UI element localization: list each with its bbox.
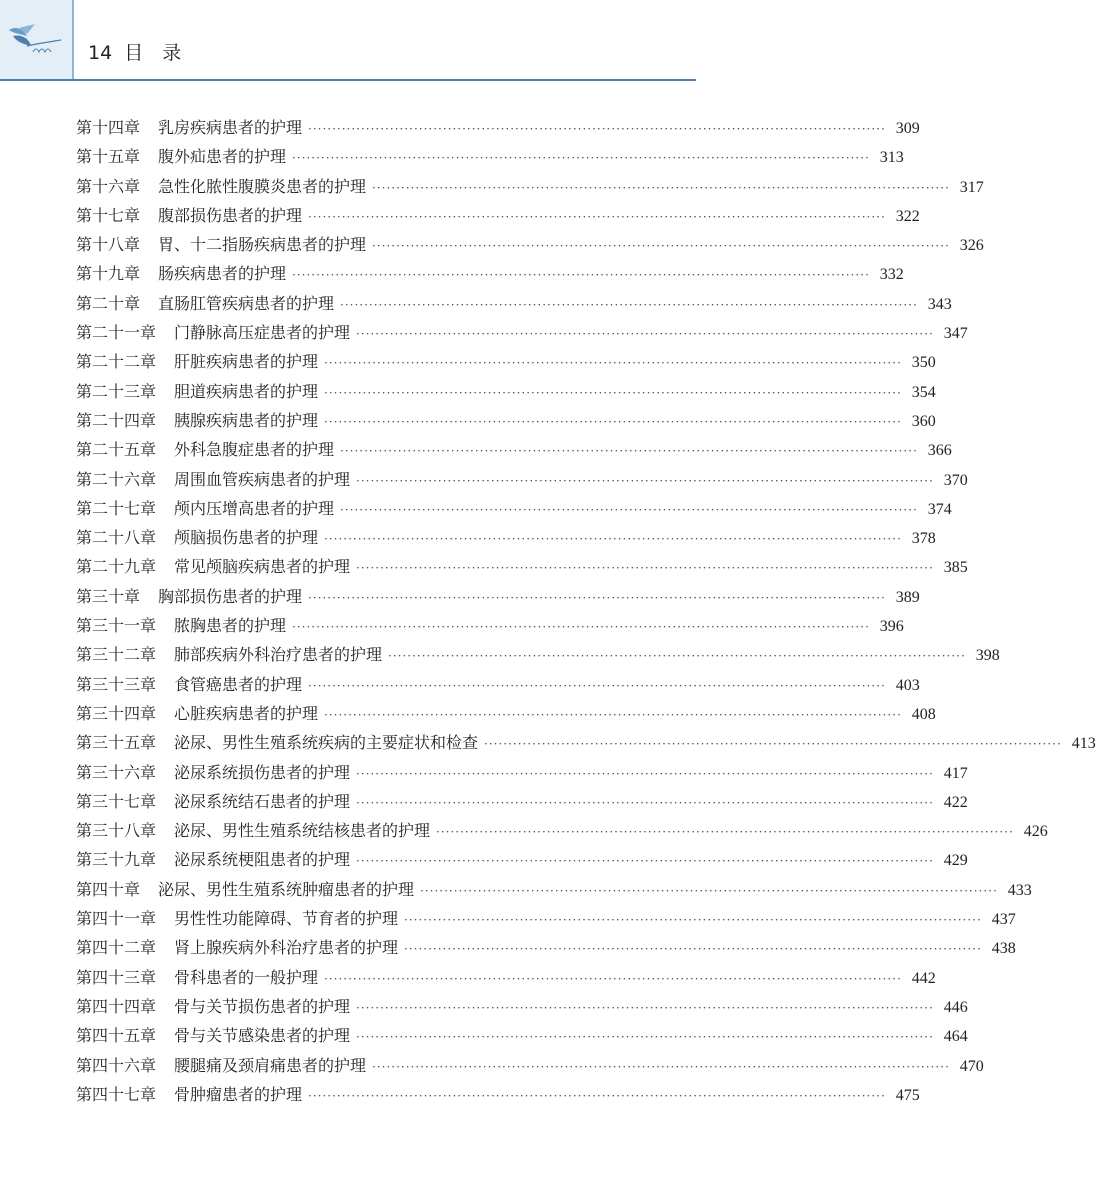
toc-chapter-number: 第三十五章 (76, 733, 157, 753)
toc-dot-leader: ························································································································ (324, 414, 902, 429)
toc-page-number: 422 (943, 793, 968, 811)
toc-chapter-title: 腰腿痛及颈肩痛患者的护理 (174, 1055, 367, 1075)
toc-entry[interactable] (76, 347, 936, 376)
toc-chapter-number: 第三十九章 (76, 850, 157, 870)
toc-chapter-number: 第四十五章 (76, 1026, 157, 1046)
toc-entry[interactable] (76, 845, 968, 874)
toc-entry[interactable] (76, 201, 920, 230)
toc-entry[interactable] (76, 318, 968, 347)
toc-page-number: 354 (911, 383, 936, 401)
toc-dot-leader: ························································································································ (372, 239, 950, 254)
toc-entry[interactable] (76, 172, 984, 201)
toc-chapter-number: 第二十一章 (76, 323, 157, 343)
toc-dot-leader: ························································································································ (324, 532, 902, 547)
publisher-logo-icon (5, 22, 65, 58)
toc-page-number: 347 (943, 325, 968, 343)
toc-chapter-title: 直肠肛管疾病患者的护理 (158, 293, 335, 313)
toc-entry[interactable] (76, 1051, 984, 1080)
toc-dot-leader: ························································································································ (324, 971, 902, 986)
toc-dot-leader: ························································································································ (356, 561, 934, 576)
toc-page-number: 322 (895, 207, 920, 225)
toc-entry[interactable] (76, 728, 1096, 757)
toc-chapter-title: 胸部损伤患者的护理 (158, 586, 303, 606)
toc-entry[interactable] (76, 113, 920, 142)
toc-page-number: 370 (943, 471, 968, 489)
toc-page-number: 438 (991, 940, 1016, 958)
toc-chapter-number: 第二十七章 (76, 498, 157, 518)
toc-chapter-title: 骨肿瘤患者的护理 (174, 1084, 303, 1104)
toc-chapter-number: 第四十章 (76, 879, 141, 899)
toc-chapter-number: 第三十六章 (76, 762, 157, 782)
toc-chapter-title: 颅脑损伤患者的护理 (174, 528, 319, 548)
toc-chapter-number: 第十八章 (76, 235, 141, 255)
toc-chapter-number: 第三十一章 (76, 616, 157, 636)
toc-dot-leader: ························································································································ (404, 913, 982, 928)
toc-page-number: 326 (959, 237, 984, 255)
toc-page-number: 378 (911, 530, 936, 548)
toc-dot-leader: ························································································································ (356, 795, 934, 810)
toc-dot-leader: ························································································································ (340, 444, 918, 459)
toc-entry[interactable] (76, 1080, 920, 1109)
toc-entry[interactable] (76, 933, 1016, 962)
toc-chapter-number: 第四十七章 (76, 1084, 157, 1104)
toc-chapter-title: 泌尿、男性生殖系统疾病的主要症状和检查 (174, 733, 479, 753)
toc-page-number: 343 (927, 295, 952, 313)
toc-dot-leader: ························································································································ (404, 942, 982, 957)
toc-chapter-title: 肾上腺疾病外科治疗患者的护理 (174, 938, 399, 958)
toc-page-number: 408 (911, 705, 936, 723)
toc-chapter-title: 食管癌患者的护理 (174, 674, 303, 694)
toc-chapter-title: 泌尿系统损伤患者的护理 (174, 762, 351, 782)
toc-chapter-number: 第四十一章 (76, 909, 157, 929)
toc-page-number: 389 (895, 588, 920, 606)
toc-entry[interactable] (76, 670, 920, 699)
toc-page-number: 366 (927, 442, 952, 460)
toc-chapter-number: 第三十章 (76, 586, 141, 606)
toc-entry[interactable] (76, 816, 1048, 845)
toc-page-number: 446 (943, 998, 968, 1016)
toc-page-number: 396 (879, 618, 904, 636)
toc-entry[interactable] (76, 230, 984, 259)
toc-chapter-number: 第十九章 (76, 264, 141, 284)
toc-dot-leader: ························································································································ (356, 854, 934, 869)
toc-chapter-number: 第三十七章 (76, 791, 157, 811)
toc-chapter-number: 第四十三章 (76, 967, 157, 987)
toc-chapter-title: 泌尿、男性生殖系统结核患者的护理 (174, 821, 431, 841)
toc-entry[interactable] (76, 640, 1000, 669)
running-header (88, 38, 181, 65)
toc-entry[interactable] (76, 904, 1016, 933)
toc-dot-leader: ························································································································ (340, 502, 918, 517)
toc-entry[interactable] (76, 699, 936, 728)
toc-chapter-title: 颅内压增高患者的护理 (174, 498, 335, 518)
toc-entry[interactable] (76, 787, 968, 816)
toc-chapter-title: 肺部疾病外科治疗患者的护理 (174, 645, 383, 665)
toc-entry[interactable] (76, 611, 904, 640)
toc-dot-leader: ························································································································ (324, 356, 902, 371)
toc-chapter-number: 第二十二章 (76, 352, 157, 372)
toc-dot-leader: ························································································································ (308, 678, 886, 693)
toc-chapter-number: 第四十六章 (76, 1055, 157, 1075)
toc-page-number: 437 (991, 911, 1016, 929)
toc-entry[interactable] (76, 494, 952, 523)
toc-chapter-number: 第十五章 (76, 147, 141, 167)
toc-page-number: 309 (895, 120, 920, 137)
toc-page-number: 475 (895, 1086, 920, 1104)
toc-entry[interactable] (76, 992, 968, 1021)
toc-dot-leader: ························································································································ (308, 590, 886, 605)
toc-entry[interactable] (76, 142, 904, 171)
toc-page-number: 332 (879, 266, 904, 284)
toc-page-number: 413 (1071, 735, 1096, 753)
toc-dot-leader: ························································································································ (356, 473, 934, 488)
toc-chapter-title: 泌尿系统梗阻患者的护理 (174, 850, 351, 870)
toc-chapter-number: 第三十三章 (76, 674, 157, 694)
table-of-contents (76, 113, 1096, 1109)
toc-chapter-number: 第三十二章 (76, 645, 157, 665)
toc-entry[interactable] (76, 582, 920, 611)
toc-chapter-number: 第四十二章 (76, 938, 157, 958)
toc-page-number: 350 (911, 354, 936, 372)
toc-dot-leader: ························································································································ (356, 327, 934, 342)
toc-dot-leader: ························································································································ (324, 707, 902, 722)
toc-dot-leader: ························································································································ (340, 297, 918, 312)
toc-entry[interactable] (76, 377, 936, 406)
toc-entry[interactable] (76, 406, 936, 435)
toc-entry[interactable] (76, 875, 1032, 904)
logo-bar (0, 0, 74, 79)
toc-entry[interactable] (76, 259, 904, 288)
toc-dot-leader: ························································································································ (484, 737, 1062, 752)
toc-page-number: 470 (959, 1057, 984, 1075)
toc-page-number: 433 (1007, 881, 1032, 899)
toc-dot-leader: ························································································································ (372, 1059, 950, 1074)
toc-chapter-number: 第二十五章 (76, 440, 157, 460)
toc-dot-leader: ························································································································ (388, 649, 966, 664)
page-header (0, 0, 800, 82)
toc-entry[interactable] (76, 523, 936, 552)
toc-dot-leader: ························································································································ (356, 766, 934, 781)
toc-page-number: 417 (943, 764, 968, 782)
toc-chapter-title: 肝脏疾病患者的护理 (174, 352, 319, 372)
toc-chapter-title: 常见颅脑疾病患者的护理 (174, 557, 351, 577)
toc-page-number: 464 (943, 1028, 968, 1046)
toc-chapter-number: 第十六章 (76, 176, 141, 196)
toc-chapter-number: 第二十八章 (76, 528, 157, 548)
toc-chapter-title: 胆道疾病患者的护理 (174, 381, 319, 401)
toc-chapter-number: 第四十四章 (76, 996, 157, 1016)
header-rule (0, 79, 696, 81)
toc-chapter-number: 第十七章 (76, 205, 141, 225)
toc-dot-leader: ························································································································ (356, 1000, 934, 1015)
toc-page-number: 398 (975, 647, 1000, 665)
toc-chapter-title: 脓胸患者的护理 (174, 616, 287, 636)
toc-page-number: 374 (927, 500, 952, 518)
toc-dot-leader: ························································································································ (420, 883, 998, 898)
toc-chapter-number: 第二十九章 (76, 557, 157, 577)
toc-chapter-title: 骨科患者的一般护理 (174, 967, 319, 987)
section-title: 目 录 (124, 42, 182, 64)
toc-chapter-title: 泌尿、男性生殖系统肿瘤患者的护理 (158, 879, 415, 899)
toc-chapter-title: 泌尿系统结石患者的护理 (174, 791, 351, 811)
toc-chapter-title: 门静脉高压症患者的护理 (174, 323, 351, 343)
toc-dot-leader: ························································································································ (372, 180, 950, 195)
toc-chapter-number: 第三十八章 (76, 821, 157, 841)
toc-chapter-number: 第二十四章 (76, 410, 157, 430)
toc-entry[interactable] (76, 435, 952, 464)
toc-chapter-title: 周围血管疾病患者的护理 (174, 469, 351, 489)
toc-page-number: 442 (911, 969, 936, 987)
toc-chapter-number: 第十四章 (76, 118, 141, 137)
toc-page-number: 403 (895, 676, 920, 694)
toc-page-number: 313 (879, 149, 904, 167)
toc-entry[interactable] (76, 289, 952, 318)
page-number: 14 (88, 42, 113, 64)
toc-dot-leader: ························································································································ (292, 151, 870, 166)
toc-page-number: 385 (943, 559, 968, 577)
toc-entry[interactable] (76, 1021, 968, 1050)
toc-dot-leader: ························································································································ (356, 1030, 934, 1045)
toc-dot-leader: ························································································································ (308, 209, 886, 224)
toc-dot-leader: ························································································································ (436, 825, 1014, 840)
toc-chapter-title: 外科急腹症患者的护理 (174, 440, 335, 460)
toc-chapter-title: 骨与关节损伤患者的护理 (174, 996, 351, 1016)
toc-page-number: 429 (943, 852, 968, 870)
toc-entry[interactable] (76, 465, 968, 494)
toc-chapter-title: 肠疾病患者的护理 (158, 264, 287, 284)
toc-page-number: 360 (911, 412, 936, 430)
toc-dot-leader: ························································································································ (308, 122, 886, 136)
toc-dot-leader: ························································································································ (292, 268, 870, 283)
toc-entry[interactable] (76, 963, 936, 992)
toc-page-number: 426 (1023, 823, 1048, 841)
toc-chapter-title: 乳房疾病患者的护理 (158, 118, 303, 137)
toc-chapter-number: 第二十三章 (76, 381, 157, 401)
toc-chapter-title: 腹部损伤患者的护理 (158, 205, 303, 225)
toc-chapter-number: 第二十章 (76, 293, 141, 313)
toc-dot-leader: ························································································································ (308, 1088, 886, 1103)
toc-entry[interactable] (76, 552, 968, 581)
toc-dot-leader: ························································································································ (324, 385, 902, 400)
toc-entry[interactable] (76, 758, 968, 787)
toc-dot-leader: ························································································································ (292, 620, 870, 635)
toc-chapter-number: 第二十六章 (76, 469, 157, 489)
toc-chapter-title: 胰腺疾病患者的护理 (174, 410, 319, 430)
toc-chapter-title: 骨与关节感染患者的护理 (174, 1026, 351, 1046)
toc-chapter-title: 男性性功能障碍、节育者的护理 (174, 909, 399, 929)
toc-chapter-number: 第三十四章 (76, 703, 157, 723)
toc-page-number: 317 (959, 178, 984, 196)
toc-chapter-title: 急性化脓性腹膜炎患者的护理 (158, 176, 367, 196)
toc-chapter-title: 心脏疾病患者的护理 (174, 703, 319, 723)
toc-chapter-title: 胃、十二指肠疾病患者的护理 (158, 235, 367, 255)
toc-chapter-title: 腹外疝患者的护理 (158, 147, 287, 167)
